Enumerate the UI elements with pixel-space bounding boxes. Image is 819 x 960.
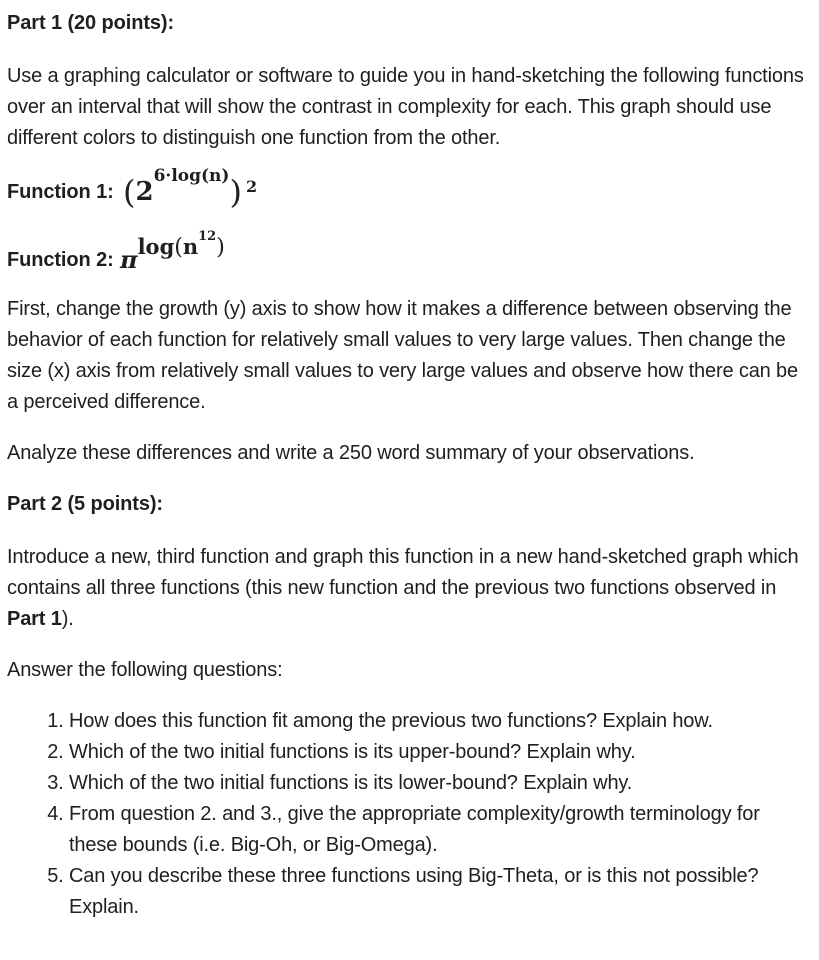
part2-answer-prompt: Answer the following questions: [7,659,283,681]
function2-exponent-arg: n [182,234,199,259]
question-item: 2. Which of the two initial functions is its upper-bound? Explain why. [69,737,813,768]
part2-intro-bold: Part 1 [7,608,62,630]
function2-exponent-func: log [137,234,175,259]
part2-intro [7,542,813,635]
function2-label: Function 2: [7,249,114,271]
assignment-document [7,8,813,923]
function1-exponent: 6·log(n) [153,166,230,186]
part2-intro-text: Introduce a new, third function and graph this function in a new hand-sketched graph which contains all three functions (this new function and the previous two functions observed in [7,546,799,599]
function2-exponent-power: 12 [198,229,217,244]
function1-line [7,166,813,211]
question-item: 5. Can you describe these three functions using Big-Theta, or is this not possible? Explain. [69,861,813,923]
part1-intro: Use a graphing calculator or software to guide you in hand-sketching the following functions over an interval that will show the contrast in complexity for each. This graph should use different colors to distinguish one function from the other. [7,65,804,149]
function1-label: Function 1: [7,181,114,203]
part1-heading: Part 1 (20 points): [7,12,175,34]
question-item: 1. How does this function fit among the previous two functions? Explain how. [69,706,813,737]
questions-list [7,706,813,923]
question-item: 4. From question 2. and 3., give the appropriate complexity/growth terminology for these bounds (i.e. Big-Oh, or Big-Omega). [69,799,813,861]
part2-intro-end: ). [61,608,74,630]
function2-line [7,229,813,274]
function2-formula: $\pi\log(n^{12})$ [120,229,225,274]
question-item: 3. Which of the two initial functions is its lower-bound? Explain why. [69,768,813,799]
function1-base: 2 [135,177,154,207]
function2-base: π [120,245,138,274]
function1-outer-exponent: 2 [245,177,258,196]
function1-formula: $(2^{6\cdot log(n)})$ $^2$ [123,166,258,211]
part2-heading: Part 2 (5 points): [7,493,163,515]
part1-analyze: Analyze these differences and write a 250 word summary of your observations. [7,442,695,464]
part1-instructions: First, change the growth (y) axis to show how it makes a difference between observing the behavior of each function for relatively small values to very large values. Then change the size (x) axis from relatively small values to very large values and observe how there can be a perceived difference. [7,298,798,413]
